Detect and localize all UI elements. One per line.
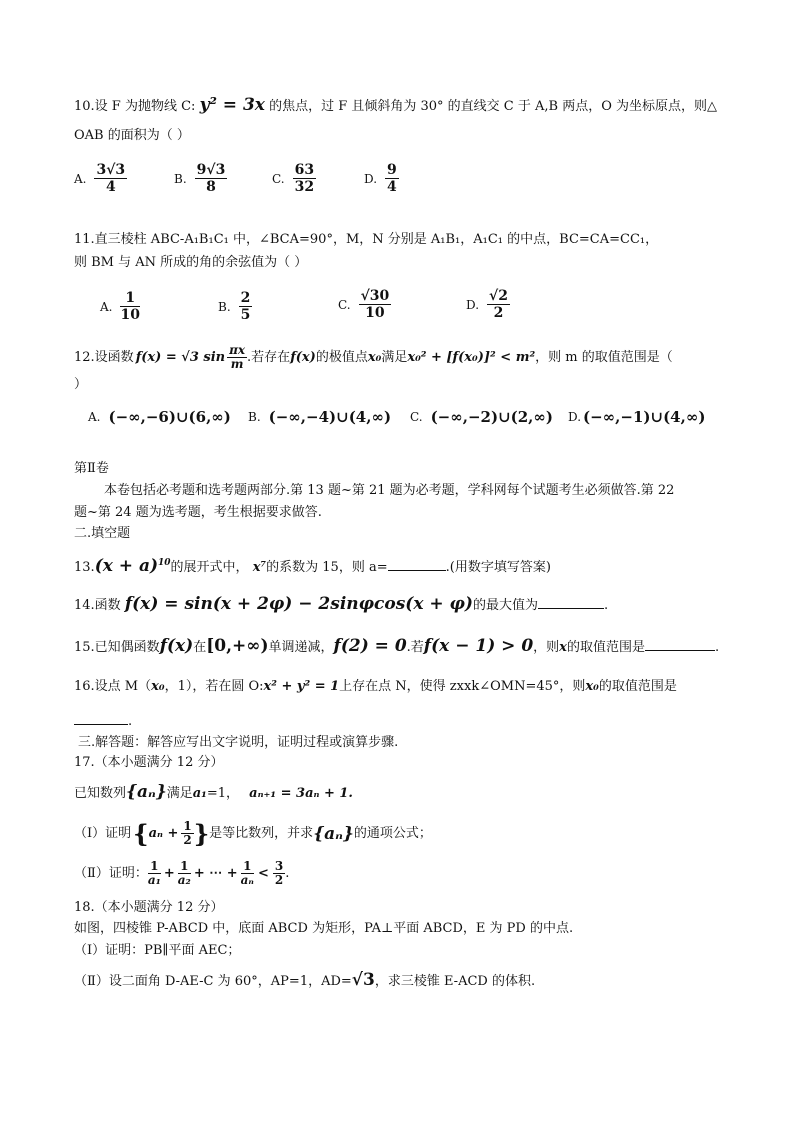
q11-option-b[interactable]: B. $\frac{2}{5}$	[218, 290, 251, 324]
q10-equation: y² = 3x	[199, 95, 265, 115]
q10-option-d[interactable]: D. $\frac{9}{4}$	[364, 162, 397, 196]
q17-term-2: $\frac{1}{\text{a₂}}$	[177, 859, 191, 888]
option-fraction: $\frac{9}{4}$	[387, 162, 397, 196]
q13: $13.(x + a)^{10}$的展开式中， x⁷的系数为 15，则 a= .(用数字填写答案)	[74, 556, 551, 576]
q17-half: $\frac{1}{2}$	[183, 819, 192, 848]
brace-left: {	[133, 818, 149, 848]
q13-answer-blank[interactable]	[388, 570, 446, 571]
q12-inequality: x₀² + [f(x₀)]² < m²	[407, 349, 536, 365]
q16-line2: .	[74, 712, 132, 732]
q12-line1: 12.设函数 f(x) = √3 sin $\frac{\pi x}{m}$ .若存在 f(x) 的极值点 x₀ 满足 x₀² + [f(x₀)]² < m² ，则 m 的取值范围是（	[74, 343, 673, 372]
q10-text: 的焦点，过 F 且倾斜角为 30° 的直线交 C 于 A,B 两点，O 为坐标原点，则△	[269, 99, 718, 114]
option-fraction: $\frac{√2}{2}$	[489, 288, 508, 322]
q18-part1: （Ⅰ）证明：PB∥平面 AEC；	[74, 943, 241, 958]
q10-line2: OAB 的面积为（ ）	[74, 128, 190, 143]
q17-part1: （Ⅰ）证明 { aₙ + $\frac{1}{2}$ } 是等比数列，并求 {aₙ} 的通项公式；	[74, 818, 432, 848]
q12-fraction: $\frac{\pi x}{m}$	[229, 343, 246, 372]
q17-term-n: $\frac{1}{\text{aₙ}}$	[240, 859, 254, 888]
section-solutions: 三.解答题：解答应写出文字说明，证明过程或演算步骤.	[78, 735, 399, 750]
q18-part2: （Ⅱ）设二面角 D-AE-C 为 60°，AP=1，AD=√3，求三棱锥 E-ACD 的体积.	[74, 970, 536, 990]
section-fill-in: 二.填空题	[74, 526, 131, 541]
q17-term-1: $\frac{1}{\text{a₁}}$	[147, 859, 161, 888]
q17-part2: （Ⅱ）证明： $\frac{1}{\text{a₁}}$ + $\frac{1}{\text{a₂}}$ + ⋯ + $\frac{1}{\text{aₙ}}$ < $\frac{3}{2}$ .	[74, 859, 290, 888]
q18-line1: 如图，四棱锥 P-ABCD 中，底面 ABCD 为矩形，PA⊥平面 ABCD，E 为 PD 的中点.	[74, 921, 574, 936]
q14: 14.函数 f(x) = sin(x + 2φ) − 2sinφcos(x + φ)的最大值为 .	[74, 594, 609, 614]
q10-prefix: 10.设 F 为抛物线 C:	[74, 99, 196, 114]
q12-option-d[interactable]: D. (−∞,−1)∪(4,∞)	[568, 408, 706, 426]
part2-para2: 题~第 24 题为选考题，考生根据要求做答.	[74, 505, 322, 520]
q11-option-c[interactable]: C. $\frac{√30}{10}$	[338, 288, 390, 322]
q16-answer-blank[interactable]	[74, 724, 128, 725]
q16: 16.设点 M（x₀，1），若在圆 O:x² + y² = 1上存在点 N，使得 zxxk∠OMN=45°，则x₀的取值范围是	[74, 679, 677, 694]
q17-rhs: $\frac{3}{2}$	[274, 859, 284, 888]
q12-option-c[interactable]: C. (−∞,−2)∪(2,∞)	[410, 408, 553, 426]
q10-option-a[interactable]: A. $\frac{3√3}{4}$	[74, 162, 126, 196]
q17-header: 17.（本小题满分 12 分）	[74, 755, 224, 770]
brace-right: }	[193, 818, 210, 848]
q11-line2: 则 BM 与 AN 所成的角的余弦值为（ ）	[74, 255, 308, 270]
q11-option-d[interactable]: D. $\frac{√2}{2}$	[466, 288, 508, 322]
q10-line1	[74, 95, 717, 117]
q10-option-c[interactable]: C. $\frac{63}{32}$	[272, 162, 315, 196]
q12-function: f(x) = √3 sin	[135, 349, 226, 365]
q12-option-b[interactable]: B. (−∞,−4)∪(4,∞)	[248, 408, 392, 426]
q18-header: 18.（本小题满分 12 分）	[74, 900, 224, 915]
q14-answer-blank[interactable]	[538, 608, 604, 609]
option-fraction: $\frac{9√3}{8}$	[196, 162, 226, 196]
part2-title: 第Ⅱ卷	[74, 461, 109, 476]
q10-option-b[interactable]: B. $\frac{9√3}{8}$	[174, 162, 226, 196]
option-fraction: $\frac{63}{32}$	[294, 162, 315, 196]
q15: 15.已知偶函数f(x)在[0,+∞)单调递减，f(2) = 0.若f(x − 1) > 0，则x的取值范围是 .	[74, 636, 720, 656]
q12-option-a[interactable]: A. (−∞,−6)∪(6,∞)	[88, 408, 231, 426]
q12-line2: ）	[74, 377, 88, 392]
q11-option-a[interactable]: A. $\frac{1}{10}$	[100, 290, 140, 324]
option-fraction: $\frac{2}{5}$	[240, 290, 251, 324]
option-fraction: $\frac{3√3}{4}$	[96, 162, 126, 196]
part2-para1: 本卷包括必考题和选考题两部分.第 13 题~第 21 题为必考题，学科网每个试题考生必须做答.第 22	[104, 483, 675, 498]
option-fraction: $\frac{√30}{10}$	[360, 288, 390, 322]
q11-line1: 11.直三棱柱 ABC-A₁B₁C₁ 中，∠BCA=90°，M，N 分别是 A₁B₁，A₁C₁ 的中点，BC=CA=CC₁，	[74, 232, 659, 247]
q17-statement: 已知数列{aₙ}满足a₁=1， aₙ₊₁ = 3aₙ + 1.	[74, 782, 353, 802]
option-fraction: $\frac{1}{10}$	[120, 290, 140, 324]
q15-answer-blank[interactable]	[645, 650, 715, 651]
